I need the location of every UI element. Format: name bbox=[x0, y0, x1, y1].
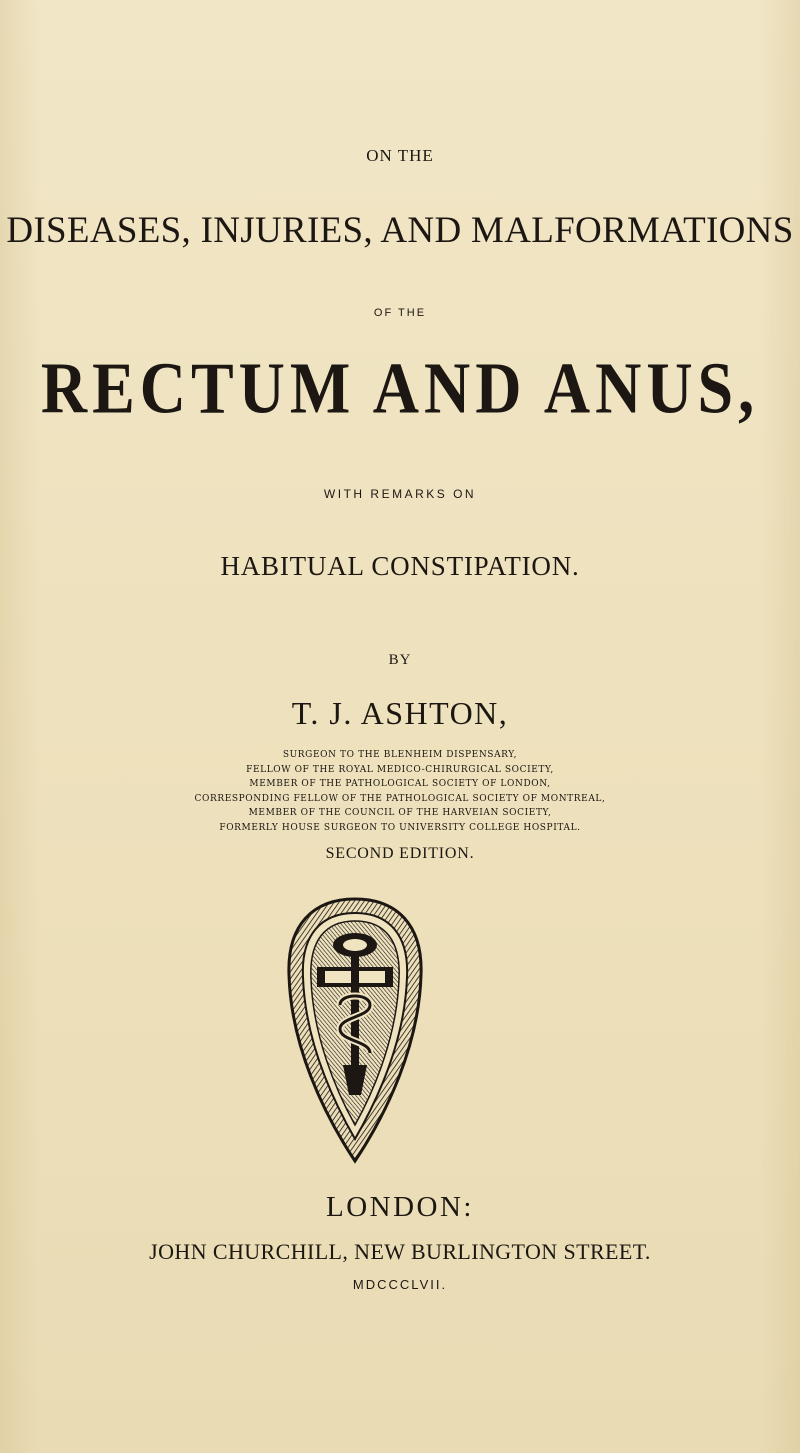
remarks-connector: WITH REMARKS ON bbox=[323, 487, 477, 501]
subtitle: HABITUAL CONSTIPATION. bbox=[220, 551, 580, 581]
title-connector: OF THE bbox=[373, 307, 427, 319]
edition-label: SECOND EDITION. bbox=[325, 845, 475, 862]
title-line-2: RECTUM AND ANUS, bbox=[40, 347, 760, 429]
imprint-date: MDCCCLVII. bbox=[352, 1277, 448, 1292]
credential-line: MEMBER OF THE PATHOLOGICAL SOCIETY OF LONDON, bbox=[249, 779, 551, 789]
title-line-1: DISEASES, INJURIES, AND MALFORMATIONS bbox=[6, 210, 794, 251]
by-line: BY bbox=[388, 652, 412, 668]
author-credentials bbox=[0, 748, 800, 835]
credential-line: FELLOW OF THE ROYAL MEDICO-CHIRURGICAL SOCIETY, bbox=[246, 764, 554, 775]
credential-line: FORMERLY HOUSE SURGEON TO UNIVERSITY COLLEGE HOSPITAL. bbox=[219, 822, 581, 833]
imprint-city: LONDON: bbox=[326, 1191, 474, 1223]
credential-line: CORRESPONDING FELLOW OF THE PATHOLOGICAL SOCIETY OF MONTREAL, bbox=[194, 793, 606, 804]
title-prefix: ON THE bbox=[366, 146, 434, 165]
credential-line: SURGEON TO THE BLENHEIM DISPENSARY, bbox=[282, 750, 518, 760]
shield-emblem-icon bbox=[285, 895, 425, 1165]
imprint-publisher: JOHN CHURCHILL, NEW BURLINGTON STREET. bbox=[149, 1239, 651, 1264]
credential-line: MEMBER OF THE COUNCIL OF THE HARVEIAN SOCIETY, bbox=[248, 808, 552, 818]
author-name: T. J. ASHTON, bbox=[291, 695, 509, 731]
